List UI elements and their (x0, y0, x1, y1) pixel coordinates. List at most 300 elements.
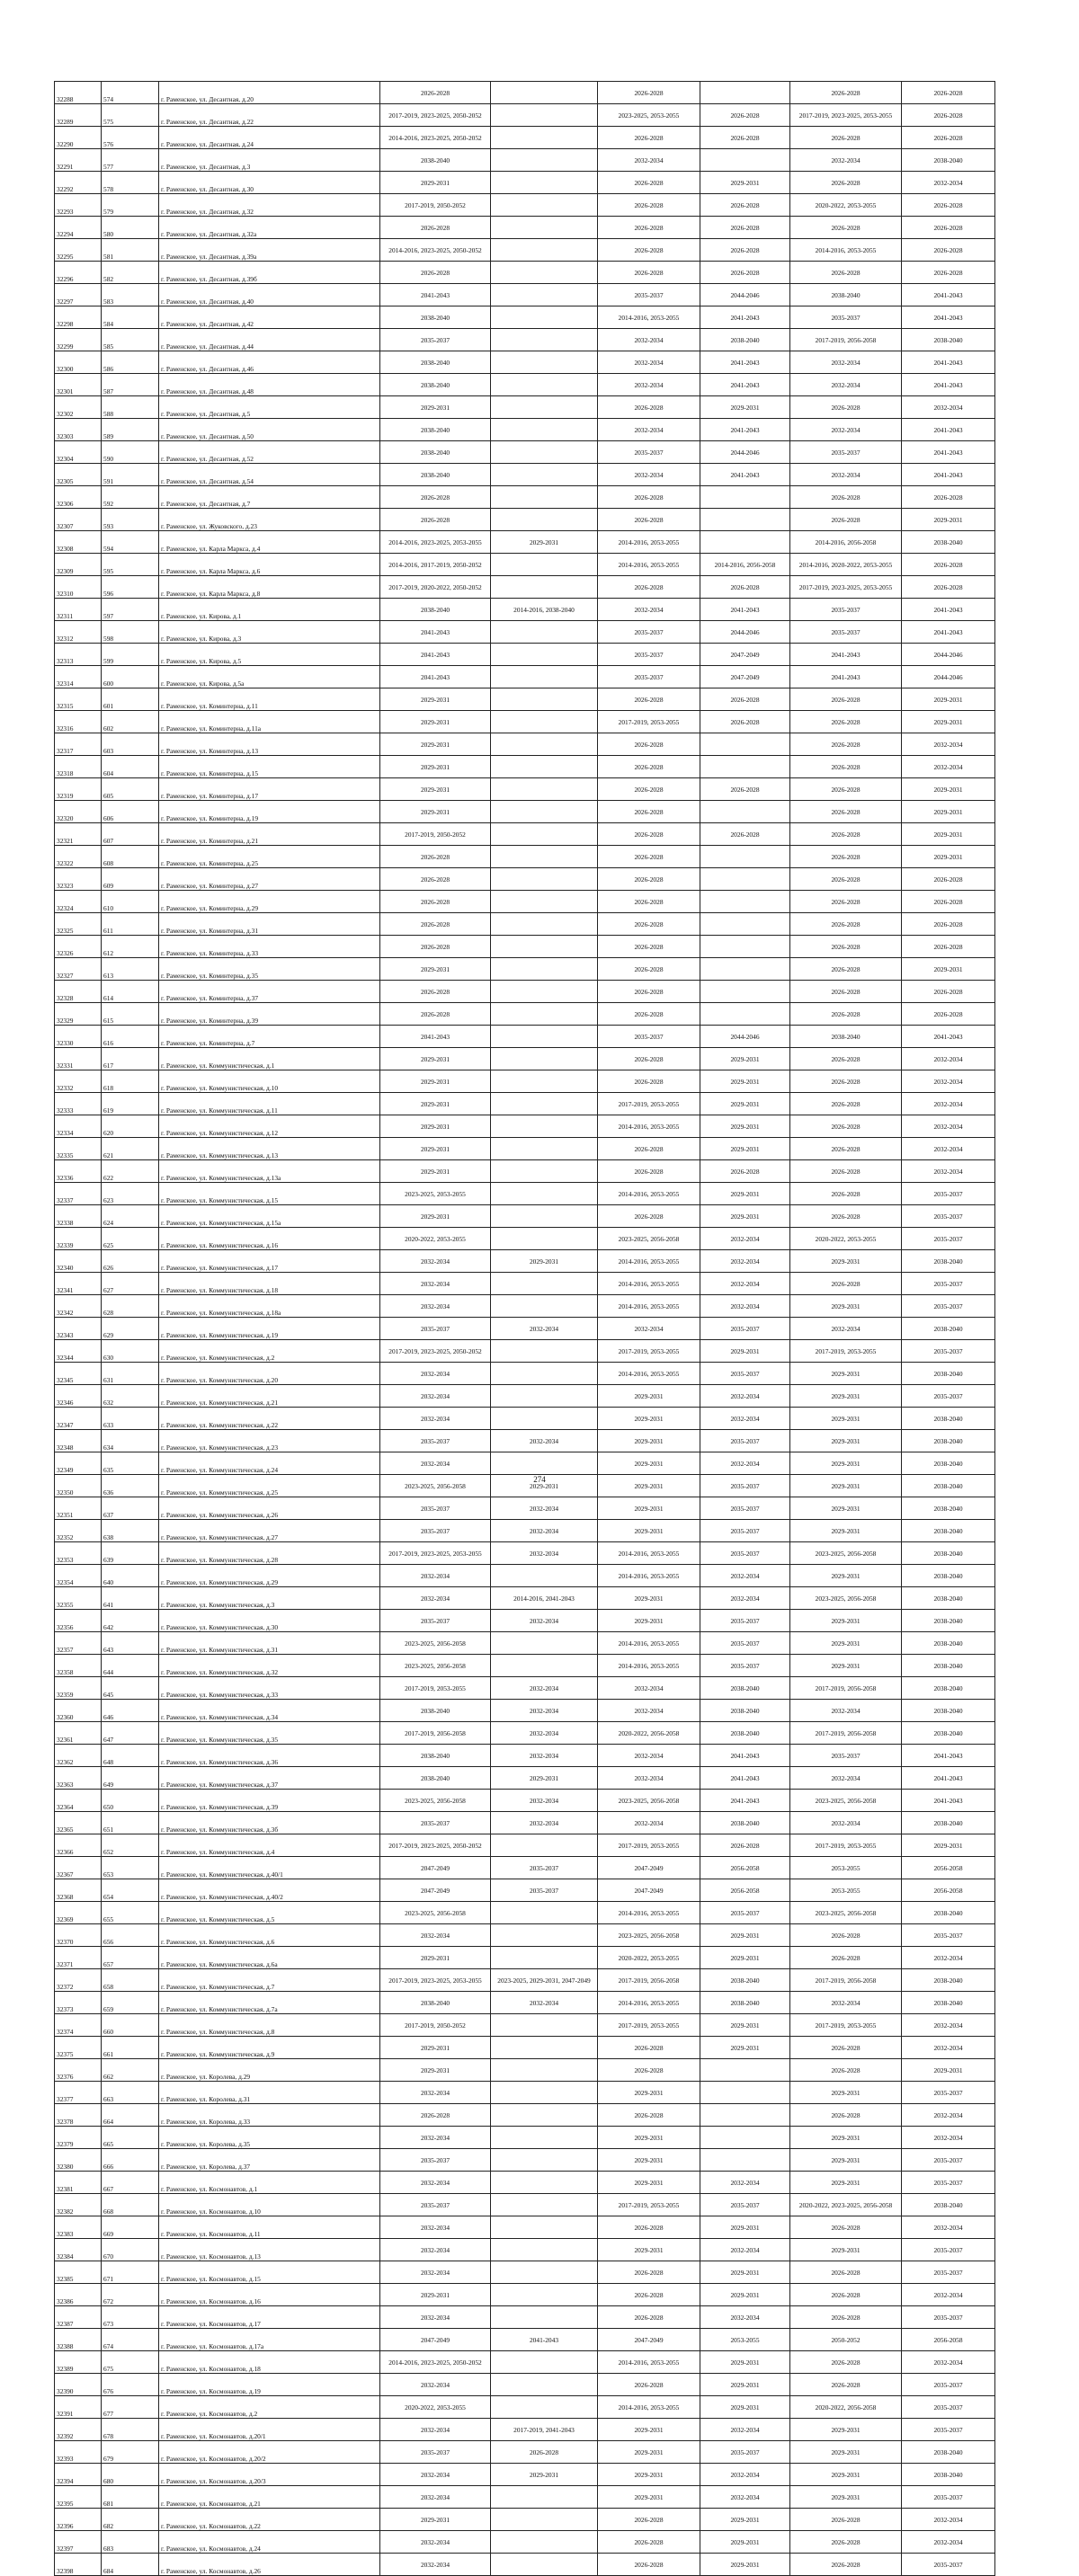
row-id-cell: 32317 (55, 733, 102, 756)
address-cell: г. Раменское, ул. Коммунистическая, д.36 (159, 1745, 380, 1767)
period-4-cell: 2026-2028 (700, 576, 790, 599)
period-3-cell: 2014-2016, 2053-2055 (598, 306, 700, 329)
address-cell: г. Раменское, ул. Коммунистическая, д.37 (159, 1767, 380, 1790)
period-6-cell: 2029-2031 (902, 846, 995, 868)
period-5-cell: 2035-2037 (790, 1745, 902, 1767)
period-6-cell: 2038-2040 (902, 1902, 995, 1924)
period-1-cell: 2017-2019, 2023-2025, 2050-2052 (380, 1834, 491, 1857)
period-5-cell: 2026-2028 (790, 868, 902, 891)
address-cell: г. Раменское, ул. Коммунистическая, д.22 (159, 1408, 380, 1430)
address-cell: г. Раменское, ул. Десантная, д.7 (159, 486, 380, 509)
period-4-cell: 2044-2046 (700, 441, 790, 464)
row-number-cell: 677 (102, 2396, 159, 2419)
period-5-cell: 2026-2028 (790, 756, 902, 778)
row-id-cell: 32326 (55, 936, 102, 958)
period-6-cell: 2038-2040 (902, 1497, 995, 1520)
period-2-cell (491, 172, 598, 194)
period-6-cell: 2026-2028 (902, 127, 995, 149)
table-row (55, 711, 995, 733)
table-row (55, 2464, 995, 2486)
period-5-cell: 2020-2022, 2053-2055 (790, 1228, 902, 1250)
row-id-cell: 32357 (55, 1632, 102, 1655)
period-1-cell: 2032-2034 (380, 1408, 491, 1430)
address-cell: г. Раменское, ул. Коммунистическая, д.13 (159, 1138, 380, 1160)
period-3-cell: 2029-2031 (598, 1587, 700, 1610)
period-3-cell: 2026-2028 (598, 913, 700, 936)
table-row (55, 778, 995, 801)
row-number-cell: 629 (102, 1318, 159, 1340)
period-1-cell: 2038-2040 (380, 441, 491, 464)
period-3-cell: 2026-2028 (598, 1070, 700, 1093)
period-2-cell (491, 756, 598, 778)
period-4-cell: 2035-2037 (700, 1902, 790, 1924)
period-1-cell: 2017-2019, 2020-2022, 2050-2052 (380, 576, 491, 599)
period-5-cell: 2020-2022, 2056-2058 (790, 2396, 902, 2419)
address-cell: г. Раменское, ул. Коммунистическая, д.7а (159, 1992, 380, 2014)
period-4-cell: 2032-2034 (700, 1385, 790, 1408)
period-6-cell: 2035-2037 (902, 2486, 995, 2509)
period-1-cell: 2029-2031 (380, 958, 491, 981)
period-1-cell: 2035-2037 (380, 1430, 491, 1452)
period-4-cell: 2035-2037 (700, 1497, 790, 1520)
period-5-cell: 2035-2037 (790, 599, 902, 621)
period-1-cell: 2029-2031 (380, 396, 491, 419)
period-4-cell: 2029-2031 (700, 1070, 790, 1093)
period-6-cell: 2038-2040 (902, 1677, 995, 1700)
row-id-cell: 32365 (55, 1812, 102, 1834)
row-id-cell: 32334 (55, 1115, 102, 1138)
period-5-cell: 2026-2028 (790, 172, 902, 194)
period-3-cell: 2029-2031 (598, 2149, 700, 2172)
address-cell: г. Раменское, ул. Космонавтов, д.13 (159, 2239, 380, 2261)
period-3-cell: 2020-2022, 2053-2055 (598, 1947, 700, 1969)
row-number-cell: 582 (102, 262, 159, 284)
address-cell: г. Раменское, ул. Космонавтов, д.10 (159, 2194, 380, 2216)
period-3-cell: 2026-2028 (598, 509, 700, 531)
row-number-cell: 680 (102, 2464, 159, 2486)
period-3-cell: 2035-2037 (598, 1026, 700, 1048)
period-4-cell: 2035-2037 (700, 1363, 790, 1385)
period-4-cell: 2032-2034 (700, 1452, 790, 1475)
address-cell: г. Раменское, ул. Коммунистическая, д.13а (159, 1160, 380, 1183)
row-id-cell: 32388 (55, 2329, 102, 2351)
period-3-cell: 2026-2028 (598, 958, 700, 981)
period-6-cell: 2038-2040 (902, 1408, 995, 1430)
address-cell: г. Раменское, ул. Десантная, д.39а (159, 239, 380, 262)
table-row (55, 1318, 995, 1340)
period-4-cell: 2029-2031 (700, 2374, 790, 2396)
period-6-cell: 2038-2040 (902, 2464, 995, 2486)
row-number-cell: 591 (102, 464, 159, 486)
period-4-cell: 2026-2028 (700, 262, 790, 284)
period-2-cell (491, 2216, 598, 2239)
period-1-cell: 2026-2028 (380, 262, 491, 284)
row-number-cell: 679 (102, 2441, 159, 2464)
period-6-cell: 2038-2040 (902, 1812, 995, 1834)
table-row (55, 1385, 995, 1408)
table-row (55, 329, 995, 351)
period-4-cell: 2044-2046 (700, 621, 790, 644)
period-3-cell: 2026-2028 (598, 778, 700, 801)
row-id-cell: 32364 (55, 1790, 102, 1812)
period-6-cell: 2041-2043 (902, 306, 995, 329)
period-6-cell: 2038-2040 (902, 1700, 995, 1722)
period-6-cell: 2032-2034 (902, 396, 995, 419)
row-id-cell: 32361 (55, 1722, 102, 1745)
table-row (55, 981, 995, 1003)
address-cell: г. Раменское, ул. Коммунистическая, д.24 (159, 1452, 380, 1475)
table-row (55, 666, 995, 688)
period-1-cell: 2032-2034 (380, 2127, 491, 2149)
table-row (55, 2531, 995, 2554)
period-1-cell: 2032-2034 (380, 2261, 491, 2284)
row-number-cell: 662 (102, 2059, 159, 2082)
period-1-cell: 2017-2019, 2023-2025, 2050-2052 (380, 104, 491, 127)
period-5-cell: 2026-2028 (790, 688, 902, 711)
period-1-cell: 2029-2031 (380, 2059, 491, 2082)
period-4-cell: 2029-2031 (700, 2216, 790, 2239)
period-6-cell: 2026-2028 (902, 486, 995, 509)
period-5-cell: 2035-2037 (790, 621, 902, 644)
table-row (55, 621, 995, 644)
period-1-cell: 2038-2040 (380, 1992, 491, 2014)
period-3-cell: 2029-2031 (598, 1520, 700, 1542)
period-4-cell: 2044-2046 (700, 1026, 790, 1048)
period-6-cell: 2032-2034 (902, 756, 995, 778)
period-3-cell: 2026-2028 (598, 2261, 700, 2284)
table-row (55, 1026, 995, 1048)
row-number-cell: 632 (102, 1385, 159, 1408)
table-row (55, 1363, 995, 1385)
period-6-cell: 2032-2034 (902, 2104, 995, 2127)
period-4-cell: 2032-2034 (700, 1295, 790, 1318)
table-row (55, 1790, 995, 1812)
row-number-cell: 616 (102, 1026, 159, 1048)
row-number-cell: 654 (102, 1879, 159, 1902)
period-5-cell: 2014-2016, 2053-2055 (790, 239, 902, 262)
period-3-cell: 2029-2031 (598, 2082, 700, 2104)
period-4-cell (700, 936, 790, 958)
table-row (55, 913, 995, 936)
period-3-cell: 2026-2028 (598, 262, 700, 284)
period-1-cell: 2032-2034 (380, 2374, 491, 2396)
period-1-cell: 2026-2028 (380, 913, 491, 936)
row-number-cell: 646 (102, 1700, 159, 1722)
table-row (55, 1138, 995, 1160)
address-cell: г. Раменское, ул. Коминтерна, д.35 (159, 958, 380, 981)
period-1-cell: 2026-2028 (380, 846, 491, 868)
period-1-cell: 2029-2031 (380, 1115, 491, 1138)
period-6-cell: 2029-2031 (902, 958, 995, 981)
period-5-cell: 2026-2028 (790, 936, 902, 958)
period-2-cell (491, 419, 598, 441)
row-number-cell: 682 (102, 2509, 159, 2531)
period-6-cell: 2029-2031 (902, 711, 995, 733)
table-row (55, 284, 995, 306)
period-3-cell: 2017-2019, 2053-2055 (598, 1834, 700, 1857)
address-cell: г. Раменское, ул. Коминтерна, д.33 (159, 936, 380, 958)
table-row (55, 172, 995, 194)
period-1-cell: 2032-2034 (380, 1385, 491, 1408)
row-number-cell: 605 (102, 778, 159, 801)
period-6-cell: 2035-2037 (902, 2374, 995, 2396)
row-id-cell: 32327 (55, 958, 102, 981)
period-2-cell: 2029-2031 (491, 531, 598, 554)
row-id-cell: 32386 (55, 2284, 102, 2306)
period-5-cell: 2026-2028 (790, 1093, 902, 1115)
period-5-cell: 2029-2031 (790, 1385, 902, 1408)
period-5-cell: 2029-2031 (790, 2419, 902, 2441)
table-row (55, 1565, 995, 1587)
row-id-cell: 32384 (55, 2239, 102, 2261)
table-row (55, 1340, 995, 1363)
address-cell: г. Раменское, ул. Коммунистическая, д.11 (159, 1093, 380, 1115)
period-3-cell: 2014-2016, 2053-2055 (598, 1902, 700, 1924)
period-5-cell: 2026-2028 (790, 2037, 902, 2059)
period-1-cell: 2038-2040 (380, 1745, 491, 1767)
table-row (55, 756, 995, 778)
row-number-cell: 656 (102, 1924, 159, 1947)
period-6-cell: 2038-2040 (902, 1632, 995, 1655)
period-2-cell (491, 374, 598, 396)
table-row (55, 351, 995, 374)
period-4-cell: 2053-2055 (700, 2329, 790, 2351)
table-row (55, 531, 995, 554)
period-4-cell: 2032-2034 (700, 2486, 790, 2509)
period-5-cell: 2029-2031 (790, 1452, 902, 1475)
address-cell: г. Раменское, ул. Коминтерна, д.11 (159, 688, 380, 711)
address-cell: г. Раменское, ул. Космонавтов, д.20/2 (159, 2441, 380, 2464)
row-id-cell: 32397 (55, 2531, 102, 2554)
period-6-cell: 2035-2037 (902, 1340, 995, 1363)
row-id-cell: 32329 (55, 1003, 102, 1026)
row-number-cell: 666 (102, 2149, 159, 2172)
row-number-cell: 665 (102, 2127, 159, 2149)
table-row (55, 823, 995, 846)
table-row (55, 733, 995, 756)
period-5-cell: 2032-2034 (790, 1318, 902, 1340)
period-4-cell: 2032-2034 (700, 1250, 790, 1273)
period-6-cell: 2032-2034 (902, 2216, 995, 2239)
period-4-cell: 2035-2037 (700, 2441, 790, 2464)
period-5-cell: 2032-2034 (790, 351, 902, 374)
row-number-cell: 601 (102, 688, 159, 711)
period-3-cell: 2026-2028 (598, 823, 700, 846)
row-number-cell: 586 (102, 351, 159, 374)
address-cell: г. Раменское, ул. Коммунистическая, д.17 (159, 1250, 380, 1273)
row-id-cell: 32328 (55, 981, 102, 1003)
table-row (55, 1722, 995, 1745)
address-cell: г. Раменское, ул. Коммунистическая, д.15 (159, 1183, 380, 1205)
period-1-cell: 2035-2037 (380, 1318, 491, 1340)
period-2-cell (491, 2306, 598, 2329)
period-3-cell: 2029-2031 (598, 1385, 700, 1408)
row-id-cell: 32354 (55, 1565, 102, 1587)
period-3-cell: 2014-2016, 2053-2055 (598, 1363, 700, 1385)
row-id-cell: 32289 (55, 104, 102, 127)
period-1-cell: 2026-2028 (380, 868, 491, 891)
period-2-cell: 2029-2031 (491, 1767, 598, 1790)
row-number-cell: 575 (102, 104, 159, 127)
period-4-cell: 2041-2043 (700, 351, 790, 374)
period-1-cell: 2014-2016, 2023-2025, 2053-2055 (380, 531, 491, 554)
row-id-cell: 32296 (55, 262, 102, 284)
row-id-cell: 32396 (55, 2509, 102, 2531)
period-5-cell: 2026-2028 (790, 127, 902, 149)
table-row (55, 2014, 995, 2037)
period-4-cell: 2035-2037 (700, 1475, 790, 1497)
period-5-cell: 2029-2031 (790, 2486, 902, 2509)
table-row (55, 2509, 995, 2531)
row-id-cell: 32377 (55, 2082, 102, 2104)
row-id-cell: 32293 (55, 194, 102, 217)
period-5-cell: 2029-2031 (790, 1497, 902, 1520)
period-3-cell: 2026-2028 (598, 396, 700, 419)
period-2-cell (491, 2351, 598, 2374)
period-4-cell: 2026-2028 (700, 194, 790, 217)
period-1-cell: 2032-2034 (380, 2531, 491, 2554)
row-number-cell: 640 (102, 1565, 159, 1587)
period-6-cell: 2026-2028 (902, 1003, 995, 1026)
period-6-cell: 2032-2034 (902, 2509, 995, 2531)
period-5-cell: 2017-2019, 2056-2058 (790, 329, 902, 351)
period-5-cell: 2029-2031 (790, 2172, 902, 2194)
period-4-cell (700, 868, 790, 891)
period-2-cell (491, 2239, 598, 2261)
period-1-cell: 2038-2040 (380, 149, 491, 172)
table-row (55, 2059, 995, 2082)
period-2-cell (491, 2396, 598, 2419)
period-3-cell: 2026-2028 (598, 2306, 700, 2329)
row-id-cell: 32319 (55, 778, 102, 801)
period-1-cell: 2029-2031 (380, 1138, 491, 1160)
period-4-cell: 2026-2028 (700, 239, 790, 262)
period-1-cell: 2029-2031 (380, 1048, 491, 1070)
period-2-cell (491, 891, 598, 913)
period-6-cell: 2035-2037 (902, 1183, 995, 1205)
period-3-cell: 2029-2031 (598, 2239, 700, 2261)
period-2-cell: 2032-2034 (491, 1745, 598, 1767)
row-id-cell: 32323 (55, 868, 102, 891)
row-id-cell: 32325 (55, 913, 102, 936)
period-4-cell (700, 891, 790, 913)
period-2-cell (491, 2531, 598, 2554)
address-cell: г. Раменское, ул. Карла Маркса, д.4 (159, 531, 380, 554)
period-5-cell: 2032-2034 (790, 1992, 902, 2014)
period-6-cell: 2029-2031 (902, 2059, 995, 2082)
table-row (55, 576, 995, 599)
period-2-cell (491, 1947, 598, 1969)
address-cell: г. Раменское, ул. Космонавтов, д.21 (159, 2486, 380, 2509)
period-3-cell: 2029-2031 (598, 2464, 700, 2486)
address-cell: г. Раменское, ул. Десантная, д.42 (159, 306, 380, 329)
row-id-cell: 32387 (55, 2306, 102, 2329)
row-number-cell: 581 (102, 239, 159, 262)
period-6-cell: 2032-2034 (902, 1093, 995, 1115)
table-row (55, 217, 995, 239)
period-5-cell: 2017-2019, 2053-2055 (790, 2014, 902, 2037)
period-2-cell: 2032-2034 (491, 1610, 598, 1632)
period-4-cell: 2029-2031 (700, 1340, 790, 1363)
row-id-cell: 32345 (55, 1363, 102, 1385)
row-number-cell: 617 (102, 1048, 159, 1070)
period-6-cell: 2044-2046 (902, 666, 995, 688)
row-id-cell: 32362 (55, 1745, 102, 1767)
address-cell: г. Раменское, ул. Космонавтов, д.20/1 (159, 2419, 380, 2441)
period-6-cell: 2038-2040 (902, 1520, 995, 1542)
table-row (55, 1048, 995, 1070)
period-5-cell: 2026-2028 (790, 1205, 902, 1228)
row-number-cell: 647 (102, 1722, 159, 1745)
row-number-cell: 574 (102, 82, 159, 104)
row-id-cell: 32312 (55, 621, 102, 644)
period-4-cell: 2041-2043 (700, 599, 790, 621)
period-6-cell: 2026-2028 (902, 913, 995, 936)
period-2-cell: 2032-2034 (491, 1700, 598, 1722)
period-1-cell: 2035-2037 (380, 1497, 491, 1520)
period-1-cell: 2032-2034 (380, 2464, 491, 2486)
period-2-cell (491, 1228, 598, 1250)
period-1-cell: 2017-2019, 2053-2055 (380, 1677, 491, 1700)
period-1-cell: 2029-2031 (380, 2284, 491, 2306)
row-id-cell: 32358 (55, 1655, 102, 1677)
period-5-cell: 2017-2019, 2023-2025, 2053-2055 (790, 576, 902, 599)
period-3-cell: 2029-2031 (598, 1408, 700, 1430)
row-id-cell: 32335 (55, 1138, 102, 1160)
row-number-cell: 610 (102, 891, 159, 913)
row-id-cell: 32378 (55, 2104, 102, 2127)
period-5-cell: 2026-2028 (790, 2261, 902, 2284)
address-cell: г. Раменское, ул. Коммунистическая, д.12 (159, 1115, 380, 1138)
table-body (55, 82, 995, 2576)
period-6-cell: 2038-2040 (902, 1722, 995, 1745)
row-id-cell: 32382 (55, 2194, 102, 2216)
address-cell: г. Раменское, ул. Десантная, д.20 (159, 82, 380, 104)
table-row (55, 486, 995, 509)
period-3-cell: 2026-2028 (598, 981, 700, 1003)
period-6-cell: 2029-2031 (902, 509, 995, 531)
table-row (55, 1857, 995, 1879)
period-1-cell: 2032-2034 (380, 1452, 491, 1475)
period-2-cell (491, 1632, 598, 1655)
period-5-cell: 2029-2031 (790, 1363, 902, 1385)
period-1-cell: 2029-2031 (380, 1947, 491, 1969)
row-number-cell: 621 (102, 1138, 159, 1160)
period-4-cell: 2029-2031 (700, 1205, 790, 1228)
row-id-cell: 32349 (55, 1452, 102, 1475)
row-number-cell: 673 (102, 2306, 159, 2329)
period-1-cell: 2035-2037 (380, 2194, 491, 2216)
period-4-cell: 2029-2031 (700, 2284, 790, 2306)
table-row (55, 374, 995, 396)
period-2-cell (491, 149, 598, 172)
row-id-cell: 32304 (55, 441, 102, 464)
period-1-cell: 2032-2034 (380, 1565, 491, 1587)
address-cell: г. Раменское, ул. Десантная, д.32 (159, 194, 380, 217)
row-id-cell: 32305 (55, 464, 102, 486)
period-6-cell: 2035-2037 (902, 2172, 995, 2194)
table-row (55, 2261, 995, 2284)
row-id-cell: 32375 (55, 2037, 102, 2059)
period-5-cell: 2029-2031 (790, 1475, 902, 1497)
period-3-cell: 2029-2031 (598, 1610, 700, 1632)
period-3-cell: 2026-2028 (598, 936, 700, 958)
period-6-cell: 2035-2037 (902, 2554, 995, 2576)
period-1-cell: 2017-2019, 2023-2025, 2050-2052 (380, 1340, 491, 1363)
period-6-cell: 2041-2043 (902, 1790, 995, 1812)
period-5-cell: 2026-2028 (790, 1003, 902, 1026)
address-cell: г. Раменское, ул. Коммунистическая, д.8 (159, 2014, 380, 2037)
